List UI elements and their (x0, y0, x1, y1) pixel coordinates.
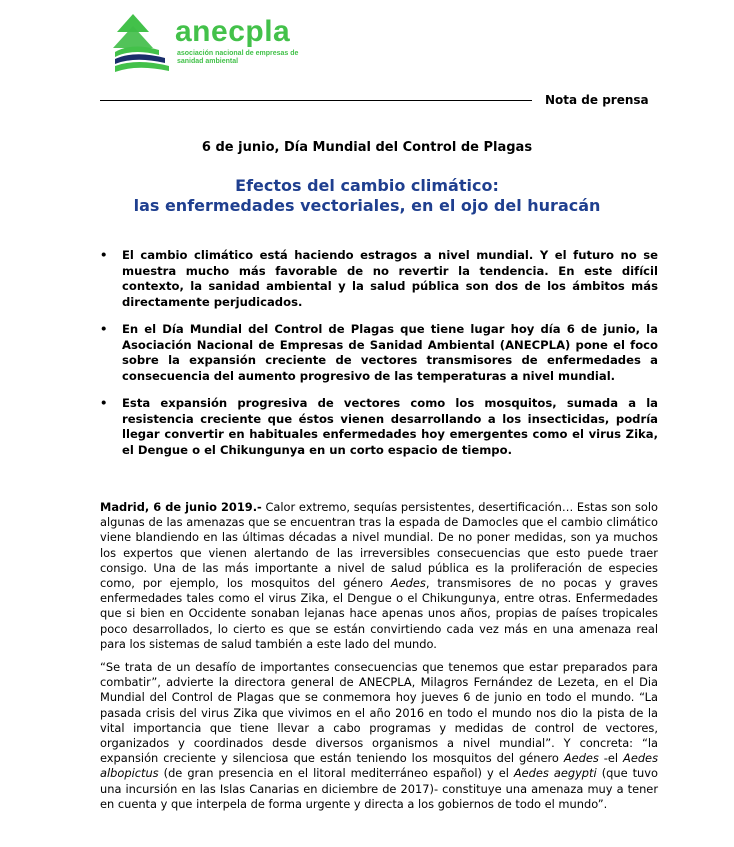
bullet-item (100, 322, 658, 384)
summary-bullets (100, 248, 658, 470)
bullet-icon: • (100, 248, 108, 262)
paragraph-text: “Se trata de un desafío de importantes consecuencias que tenemos que estar preparados para combatir”, advierte la directora general de ANECPLA, Milagros Fernández de Lezeta, en el Dia Mundial del Control de Plagas que se conmemora hoy jueves 6 de junio en todo el mundo. “La pasada crisis del virus Zika que vivimos en el año 2016 en todo el mundo nos dio la pista de la vital importancia que tiene llevar a cabo programas y medidas de control de vectores, organizados y coordinados desde diversos organismos a nivel mundial”. Y concreta: “la expansión creciente y silenciosa que están teniendo los mosquitos del género (100, 660, 658, 766)
bullet-icon: • (100, 322, 108, 336)
paragraph-text: -el (598, 751, 624, 766)
logo-wordmark: anecpla (175, 15, 291, 48)
headline-line-2: las enfermedades vectoriales, en el ojo del huracán (133, 196, 601, 215)
paragraph-text: Calor extremo, sequías persistentes, desertificación… Estas son solo algunas de las amenazas que se encuentran tras la espada de Damocles que el cambio climático viene blandiendo en las últimas décadas a nivel mundial. De no poner medidas, son ya muchos los expertos que vienen alertando de las irreversibles consecuencias que esto puede traer consigo. Una de las más importante a nivel de salud pública es la proliferación de especies como, por ejemplo, los mosquitos del género (100, 500, 658, 591)
headline (0, 176, 734, 216)
paragraph-text: (que tuvo una incursión en las Islas Canarias en diciembre de 2017)- constituye una amenaza muy a tener en cuenta y que interpela de forma urgente y directa a los gobiernos de todo el mundo”. (100, 766, 658, 811)
bullet-icon: • (100, 396, 108, 410)
species-name: Aedes (563, 751, 599, 766)
bullet-text: El cambio climático está haciendo estragos a nivel mundial. Y el futuro no se muestra mucho más favorable de no revertir la tendencia. En este difícil contexto, la sanidad ambiental y la salud pública son dos de los ámbitos más directamente perjudicados. (122, 248, 658, 309)
bullet-text: En el Día Mundial del Control de Plagas que tiene lugar hoy día 6 de junio, la Asociación Nacional de Empresas de Sanidad Ambiental (ANECPLA) pone el foco sobre la expansión creciente de vectores transmisores de enfermedades a consecuencia del aumento progresivo de las temperaturas a nivel mundial. (122, 322, 658, 383)
body-paragraph-1 (100, 500, 658, 652)
headline-line-1: Efectos del cambio climático: (235, 176, 499, 195)
date-heading: 6 de junio, Día Mundial del Control de Plagas (201, 140, 533, 155)
species-name: Aedes (390, 576, 426, 591)
logo-tagline: asociación nacional de empresas de sanidad ambiental (177, 50, 299, 65)
body-paragraph-2 (100, 660, 658, 812)
bullet-item (100, 248, 658, 310)
logo-tree-icon (113, 12, 173, 76)
paragraph-text: (de gran presencia en el litoral mediterráneo español) y el (158, 766, 514, 781)
dateline: Madrid, 6 de junio 2019.- (100, 500, 262, 514)
paragraph-text: , transmisores de no pocas y graves enfermedades tales como el virus Zika, el Dengue o el Chikungunya, entre otras. Enfermedades que si bien en Occidente sonaban lejanas hace apenas unos años, propias de países tropicales poco desarrollados, lo cierto es que se están convirtiendo cada vez más en una amenaza real para los sistemas de salud también a este lado del mundo. (100, 576, 658, 651)
species-name: Aedes aegypti (513, 766, 597, 781)
bullet-text: Esta expansión progresiva de vectores como los mosquitos, sumada a la resistencia creciente que éstos vienen desarrollando a los insecticidas, podría llegar convertir en habituales enfermedades hoy emergentes como el virus Zika, el Dengue o el Chikungunya en un corto espacio de tiempo. (122, 396, 658, 457)
header-rule (100, 100, 532, 101)
press-release-label: Nota de prensa (545, 93, 649, 107)
anecpla-logo (113, 12, 319, 76)
species-name: Aedes albopictus (100, 751, 659, 781)
bullet-item (100, 396, 658, 458)
